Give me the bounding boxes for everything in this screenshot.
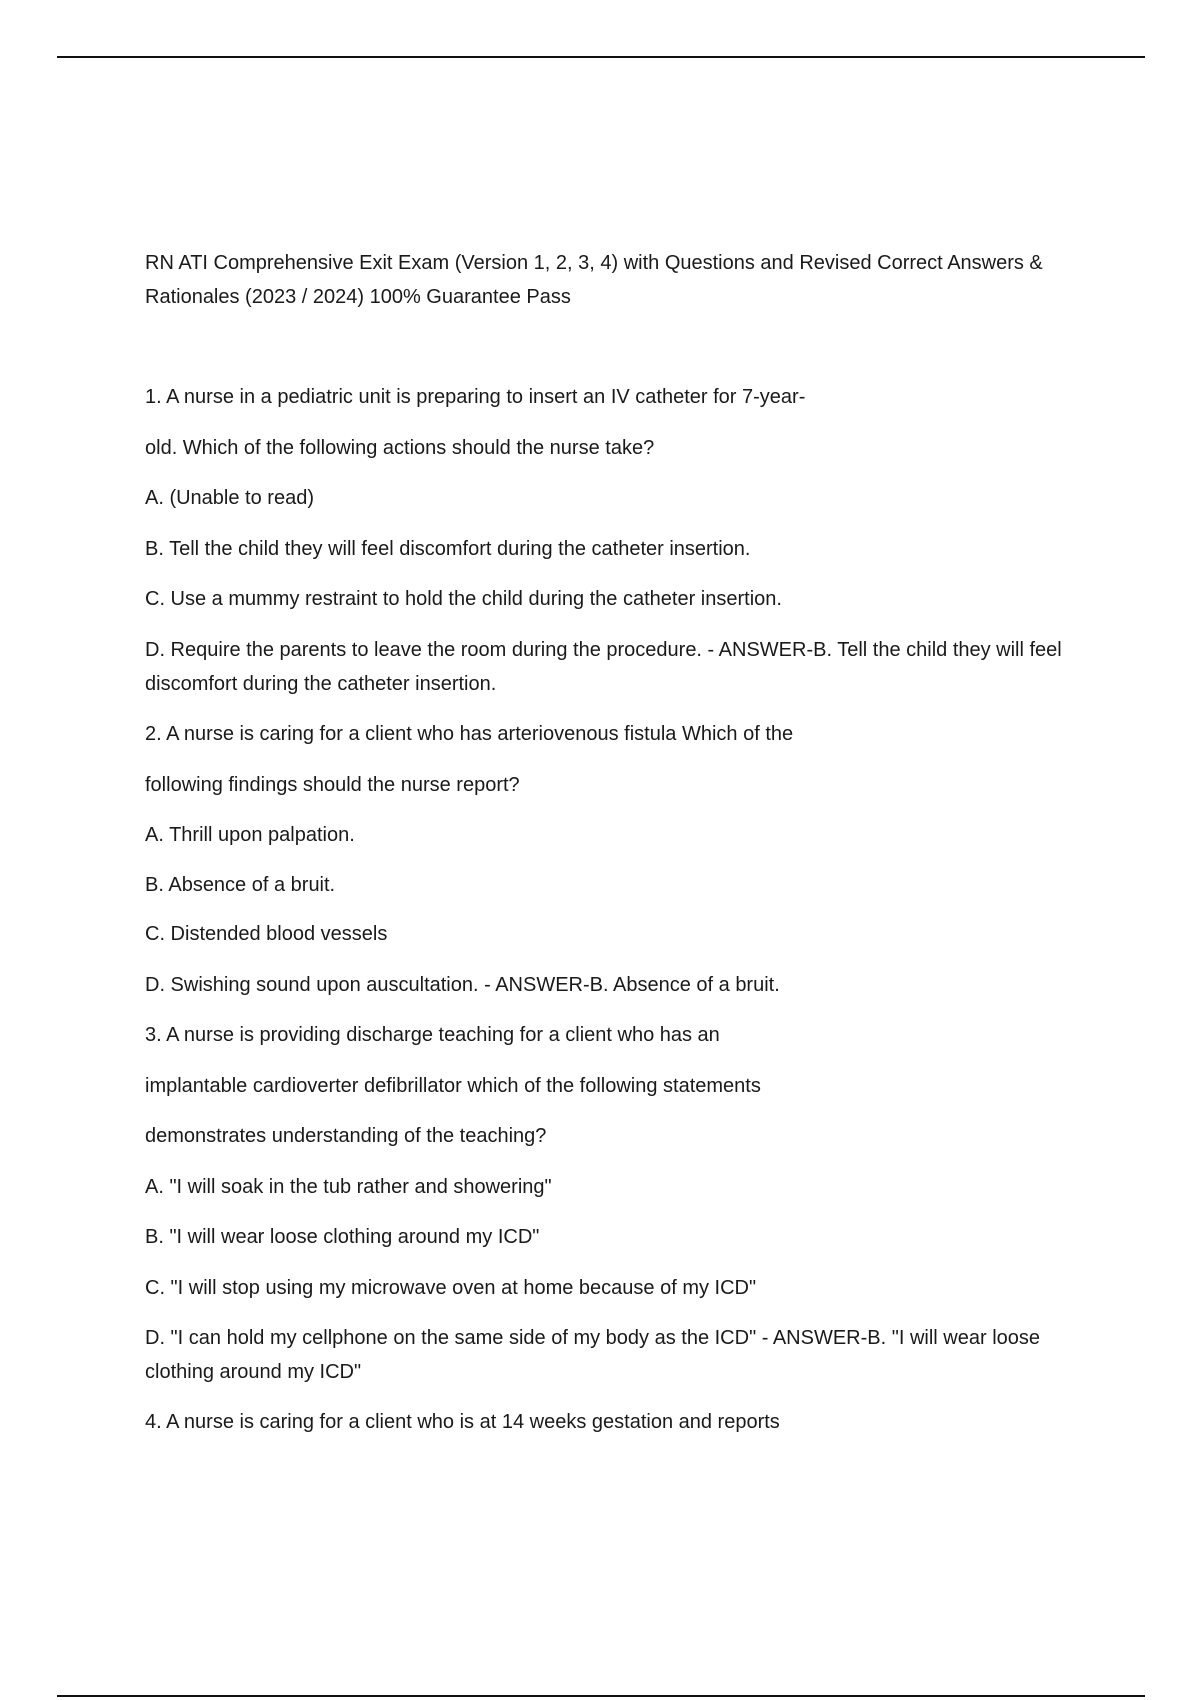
question-2-option-a: A. Thrill upon palpation. [145,824,355,846]
question-1-line-2: old. Which of the following actions should the nurse take? [145,437,655,459]
question-3-option-b: B. "I will wear loose clothing around my ICD" [145,1226,540,1248]
question-3-line-1: 3. A nurse is providing discharge teaching for a client who has an [145,1024,720,1046]
question-3-line-3: demonstrates understanding of the teaching? [145,1125,547,1147]
question-2-option-b: B. Absence of a bruit. [145,874,336,896]
question-1-line-1: 1. A nurse in a pediatric unit is preparing to insert an IV catheter for 7-year- [145,386,806,408]
question-1-option-b: B. Tell the child they will feel discomfort during the catheter insertion. [145,538,751,560]
question-1-option-a: A. (Unable to read) [145,487,314,509]
question-3-option-a: A. "I will soak in the tub rather and showering" [145,1176,552,1198]
document-title: RN ATI Comprehensive Exit Exam (Version 1, 2, 3, 4) with Questions and Revised Correct Answers & Rationales (2023 / 2024) 100% Guarantee Pass [145,252,1043,308]
question-1-option-d-answer: D. Require the parents to leave the room during the procedure. - ANSWER-B. Tell the child they will feel discomfort during the catheter insertion. [145,639,1062,695]
question-3-line-2: implantable cardioverter defibrillator which of the following statements [145,1075,761,1097]
question-2-option-c: C. Distended blood vessels [145,923,388,945]
question-4-line-1: 4. A nurse is caring for a client who is at 14 weeks gestation and reports [145,1411,780,1433]
top-rule [57,56,1145,58]
question-3-option-c: C. "I will stop using my microwave oven at home because of my ICD" [145,1277,757,1299]
question-2-line-1: 2. A nurse is caring for a client who has arteriovenous fistula Which of the [145,723,794,745]
question-3-option-d-answer: D. "I can hold my cellphone on the same side of my body as the ICD" - ANSWER-B. "I will wear loose clothing around my ICD" [145,1327,1040,1383]
question-2-option-d-answer: D. Swishing sound upon auscultation. - ANSWER-B. Absence of a bruit. [145,974,780,996]
bottom-rule [57,1695,1145,1697]
question-2-line-2: following findings should the nurse report? [145,774,520,796]
question-1-option-c: C. Use a mummy restraint to hold the child during the catheter insertion. [145,588,782,610]
